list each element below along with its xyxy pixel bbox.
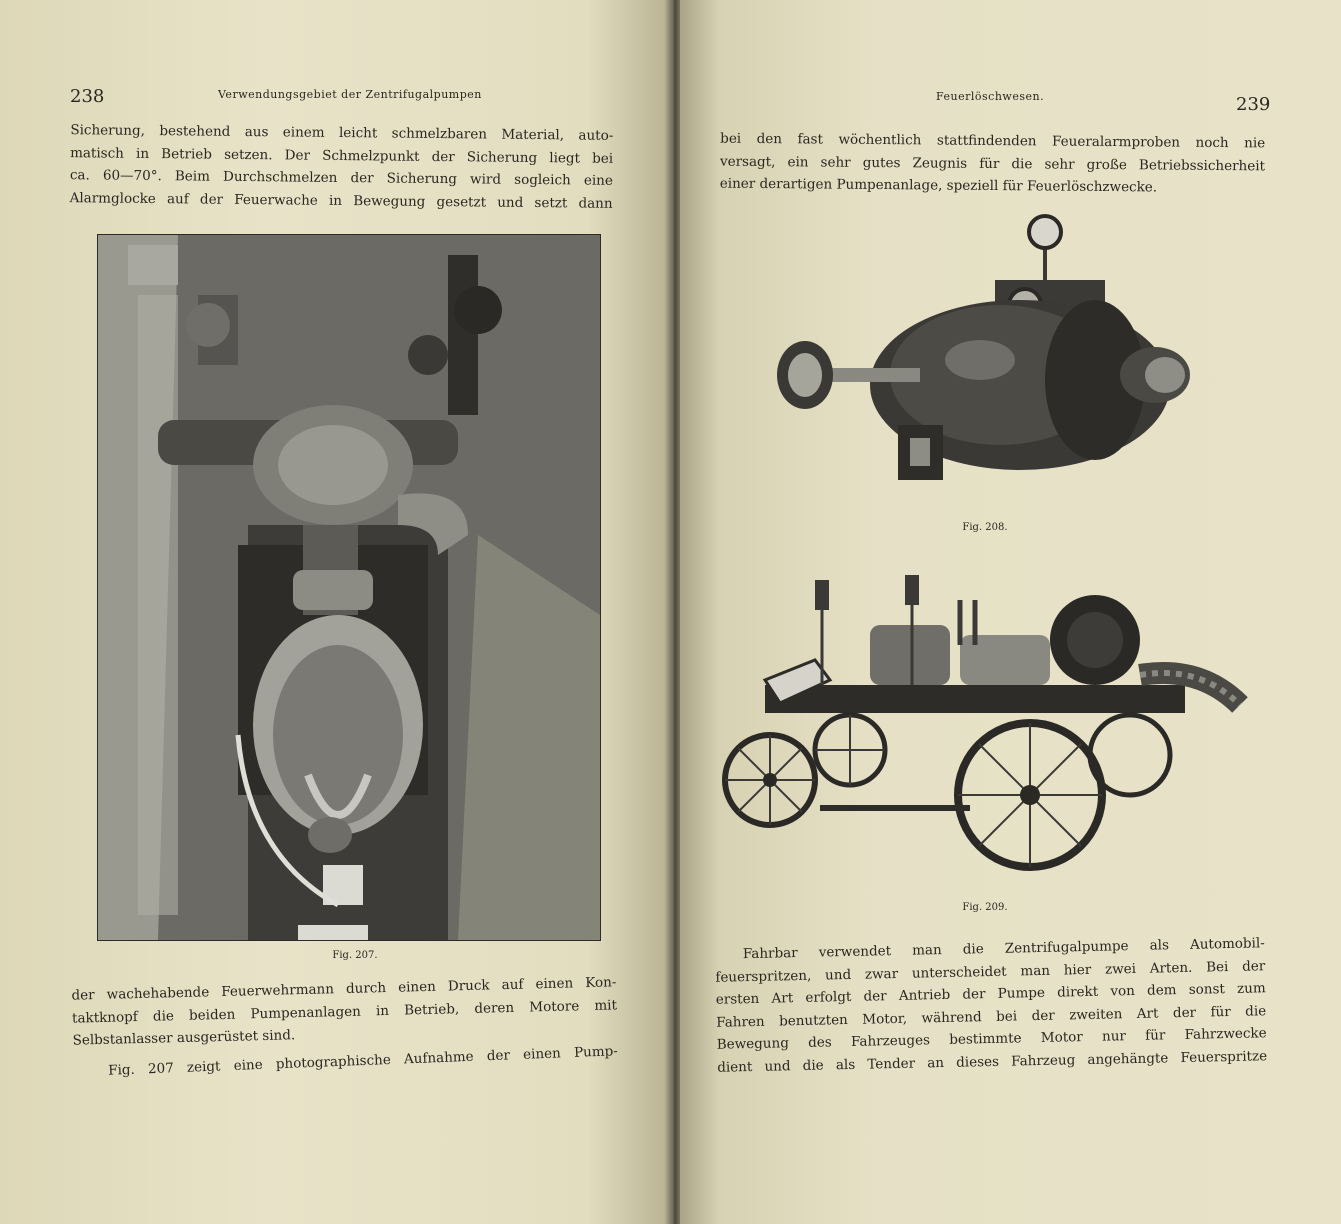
text-line: Sicherung, bestehend aus einem leicht schmelzbaren Material, auto- (70, 122, 614, 144)
text-line: matisch in Betrieb setzen. Der Schmelzpunkt der Sicherung liegt bei (70, 144, 614, 167)
text-line: versagt, ein sehr gutes Zeugnis für die sehr große Betriebssicherheit (719, 153, 1266, 174)
text-line: dient und die als Tender an dieses Fahrzeug angehängte Feuerspritze (717, 1047, 1268, 1076)
text-line: ca. 60—70°. Beim Durchschmelzen der Sicherung wird sogleich eine (69, 167, 613, 189)
text-line: einer derartigen Pumpenanlage, speziell für Feuerlöschzwecke. (719, 175, 1158, 196)
running-head-left: Verwendungsgebiet der Zentrifugalpumpen (218, 88, 482, 101)
running-head-right: Feuerlöschwesen. (936, 90, 1045, 103)
paragraph-top-left (70, 119, 614, 215)
text-line: Bewegung des Fahrzeuges bestimmte Motor nur für Fahrzwecke (716, 1025, 1267, 1053)
text-line: feuerspritzen, und zwar unterscheidet man hier zwei Arten. Bei der (715, 957, 1266, 986)
text-line: der wachehabende Feuerwehrmann durch einen Druck auf einen Kon- (71, 974, 617, 1004)
text-line: taktknopf die beiden Pumpenanlagen in Betrieb, deren Motore mit (71, 996, 618, 1027)
page-number-right: 239 (1236, 94, 1271, 115)
figure-207-pump-installation-photo (97, 234, 601, 941)
left-page (0, 0, 668, 1224)
text-line: Alarmglocke auf der Feuerwache in Bewegung gesetzt und setzt dann (69, 189, 613, 212)
figure-208-centrifugal-pump-photo (770, 210, 1200, 495)
figure-208-caption: Fig. 208. (962, 522, 1008, 533)
figure-209-caption: Fig. 209. (962, 902, 1008, 913)
text-line: ersten Art erfolgt der Antrieb der Pumpe direkt von dem sonst zum (715, 980, 1266, 1008)
text-line: bei den fast wöchentlich stattfindenden Feueralarmproben noch nie (720, 130, 1266, 152)
paragraph-bottom-left (71, 971, 617, 1052)
text-line: Fig. 207 zeigt eine photographische Aufnahme der einen Pump- (107, 1043, 619, 1079)
page-number-left: 238 (70, 86, 105, 107)
text-line: Fahren benutzten Motor, während bei der zweiten Art der für die (716, 1002, 1267, 1031)
figure-207-caption: Fig. 207. (332, 950, 378, 961)
figure-209-automobile-fire-engine-photo (720, 565, 1265, 890)
paragraph-top-right (720, 128, 1266, 200)
text-line: Selbstanlasser ausgerüstet sind. (72, 1027, 296, 1049)
paragraph-bottom-right (715, 932, 1268, 1078)
text-line: Fahrbar verwendet man die Zentrifugalpumpe als Automobil- (742, 935, 1265, 963)
